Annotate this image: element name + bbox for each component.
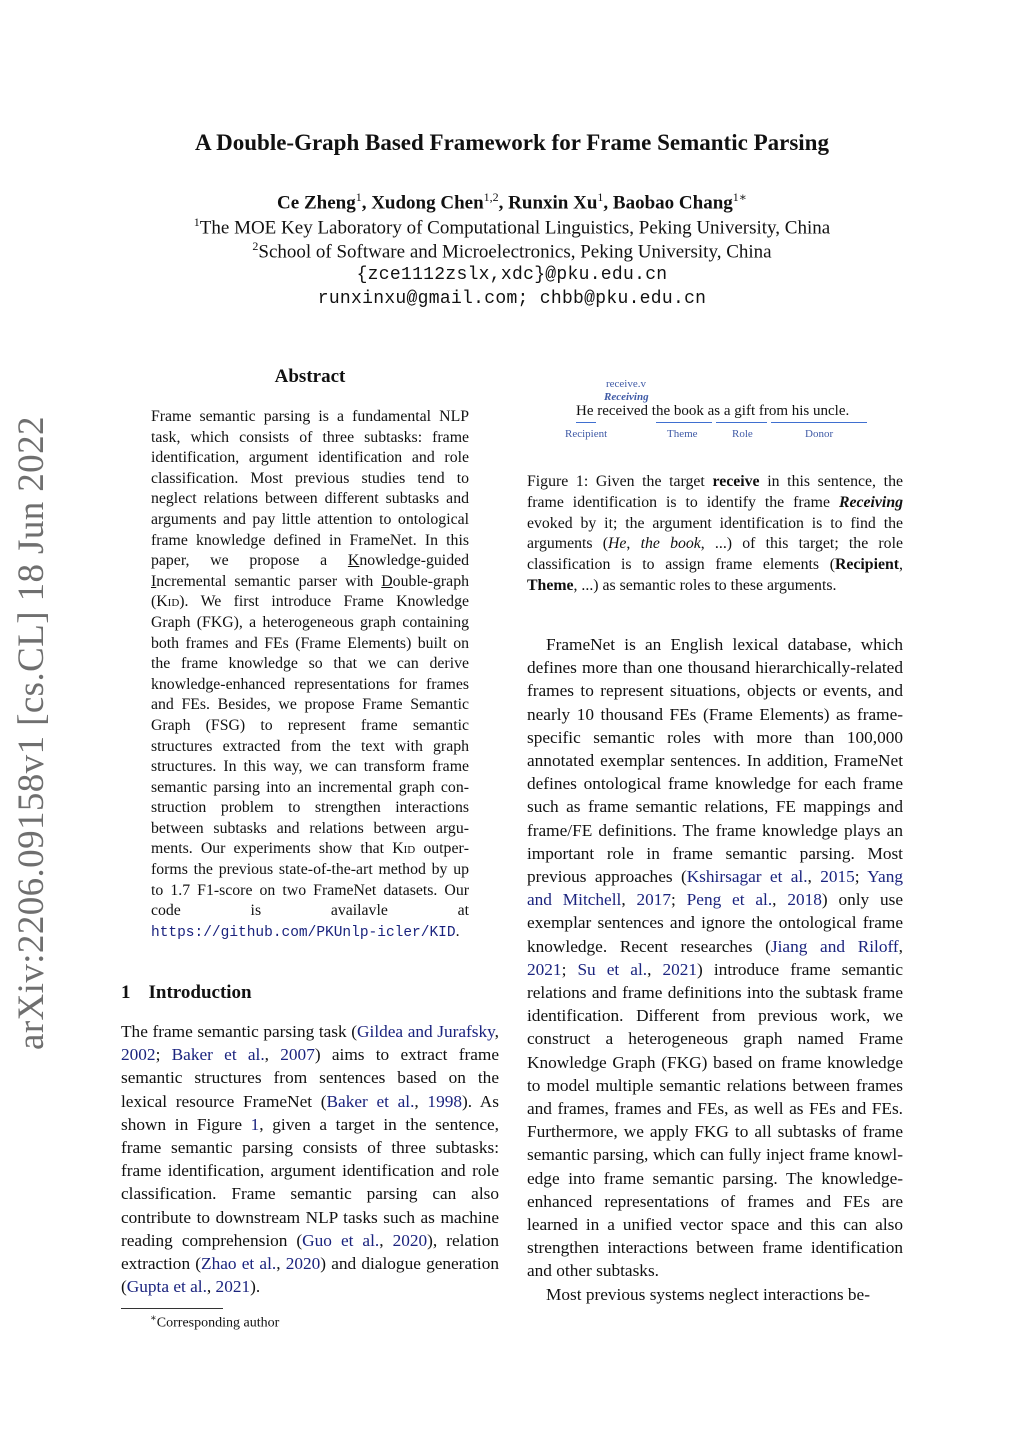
citation-year-link[interactable]: 2021 bbox=[662, 959, 698, 979]
caption-bold: Recipient bbox=[834, 556, 900, 574]
body-text: , bbox=[621, 890, 637, 910]
caption-text: Figure 1: Given the target bbox=[527, 473, 713, 490]
citation-year-link[interactable]: 2020 bbox=[392, 1230, 428, 1250]
caption-italic: the book bbox=[640, 535, 701, 553]
footnote-text: Corresponding author bbox=[156, 1315, 280, 1331]
author-name: Baobao Chang bbox=[612, 192, 733, 214]
caption-text: , bbox=[626, 535, 641, 553]
citation-link[interactable]: Yang and Mitchell bbox=[527, 867, 903, 910]
citation-year-link[interactable]: 2017 bbox=[636, 890, 672, 910]
sentence-word: He bbox=[576, 403, 594, 419]
body-text: ) aims to extract frame semantic structures from sentences based on the lexical resource FrameNet ( bbox=[121, 1045, 500, 1111]
author-affil-mark: 1 bbox=[597, 190, 604, 204]
argument-underline bbox=[716, 422, 767, 423]
lexical-unit-label: receive.v bbox=[606, 378, 646, 390]
citation-year-link[interactable]: 2021 bbox=[215, 1277, 251, 1297]
role-label: Theme bbox=[667, 428, 698, 440]
caption-text: , ...) as semantic roles to these arguments. bbox=[573, 576, 837, 594]
code-url-link[interactable]: https://github.com/PKUnlp-icler/KID bbox=[151, 924, 456, 941]
citation-link[interactable]: Kshirsagar et al. bbox=[686, 867, 808, 887]
abstract-text: outperforms the previous state-of-the-art method by up to 1.7 F1-score on two FrameNet datasets. Our code is availavle at bbox=[151, 840, 469, 920]
section-title: Introduction bbox=[148, 982, 252, 1003]
abstract-heading: Abstract bbox=[274, 366, 346, 387]
example-sentence bbox=[576, 403, 849, 420]
author-affil-mark: 1,2 bbox=[483, 190, 499, 204]
body-text: , bbox=[379, 1230, 393, 1250]
intro-paragraph bbox=[121, 1020, 499, 1298]
author-affil-mark: 1∗ bbox=[732, 190, 747, 204]
role-label: Donor bbox=[805, 428, 834, 440]
citation-link[interactable]: Jiang and Riloff bbox=[770, 936, 899, 956]
caption-text: , bbox=[899, 556, 903, 574]
author-name: Runxin Xu bbox=[508, 192, 598, 214]
affiliation-mark: 2 bbox=[252, 239, 259, 253]
body-text: ) and dialogue generation ( bbox=[121, 1254, 499, 1297]
citation-year-link[interactable]: 2021 bbox=[527, 959, 562, 979]
body-text: , bbox=[206, 1277, 216, 1297]
author-affil-mark: 1 bbox=[355, 190, 362, 204]
citation-year-link[interactable]: 2002 bbox=[121, 1045, 156, 1065]
right-column bbox=[527, 633, 903, 1306]
body-text: ) only use exemplar sentences and ignore the ontological frame knowledge. Recent researches ( bbox=[527, 890, 904, 956]
citation-year-link[interactable]: 2015 bbox=[820, 867, 855, 887]
citation-link[interactable]: Baker et al. bbox=[171, 1045, 265, 1065]
body-text: ). As shown in Figure bbox=[121, 1091, 499, 1134]
figure-caption bbox=[527, 472, 903, 597]
argument-underline bbox=[576, 422, 596, 423]
body-text: , bbox=[494, 1022, 499, 1041]
figure-ref-link[interactable]: 1 bbox=[250, 1114, 260, 1134]
frame-label: Receiving bbox=[604, 391, 649, 403]
body-text: , bbox=[264, 1045, 281, 1065]
citation-link[interactable]: Baker et al. bbox=[326, 1091, 415, 1111]
body-text: ) introduce frame semantic relations and frame definitions into the subtask frame identification. Different from previous work, we construct a heterogeneous graph named Frame Knowledge Graph (FKG) based on frame knowledge to model multiple semantic relations between frames and frames, frames and FEs, as well as FEs and FEs. Furthermore, we apply FKG to all subtasks of frame semantic parsing, which can fully inject frame knowledge into frame semantic parsing. The knowledge-enhanced representations of frames and FEs are learned in a unified vector space and this can also strengthen interactions between frame identification and other subtasks. bbox=[527, 959, 903, 1281]
argument-underline bbox=[771, 422, 867, 423]
affiliation-text: School of Software and Microelectronics, Peking University, China bbox=[258, 241, 772, 263]
figure-1 bbox=[560, 376, 900, 446]
argument-underline bbox=[656, 422, 712, 423]
citation-link[interactable]: Gupta et al. bbox=[126, 1277, 207, 1297]
model-name: Kid bbox=[392, 840, 416, 858]
abstract-underlined-letter: I bbox=[151, 572, 157, 590]
abstract-underlined-letter: K bbox=[347, 552, 360, 570]
abstract-text: nowledge-guided bbox=[359, 552, 469, 570]
body-text: ; bbox=[671, 890, 687, 910]
author-name: Xudong Chen bbox=[371, 192, 484, 214]
author-list: Ce Zheng$^1$, Xudong Chen$^{1,2}$, Runxin Xu$^1$, Baobao Chang$^{1∗}$ bbox=[277, 190, 747, 214]
body-text: The frame semantic parsing task ( bbox=[121, 1022, 358, 1041]
section-heading bbox=[121, 982, 252, 1004]
affiliation-1 bbox=[0, 215, 1024, 239]
body-paragraph: Most previous systems neglect interactions be- bbox=[546, 1284, 870, 1304]
sentence-word: the book bbox=[651, 403, 704, 419]
affiliation-2 bbox=[0, 239, 1024, 263]
model-name: Kid bbox=[156, 593, 180, 611]
role-label: Recipient bbox=[565, 428, 608, 440]
body-text: ). bbox=[250, 1277, 261, 1297]
caption-bold-italic: Receiving bbox=[838, 493, 903, 511]
body-text: ; bbox=[155, 1045, 172, 1065]
footnote-mark: ∗ bbox=[150, 1313, 157, 1324]
caption-text: evoked by it; the argument identification is to find the arguments ( bbox=[527, 514, 903, 553]
abstract-text: . bbox=[455, 922, 460, 940]
body-text: FrameNet is an English lexical database, which defines more than one thousand hierarchically-related frames to represent situations, objects or events, and nearly 10 thousand FEs (Frame Elements) as frame-specific semantic roles with more than 100,000 annotated exemplar sentences. In addition, FrameNet defines ontological frame knowledge for each frame such as frame semantic relations, FE mappings and frame/FE definitions. The frame knowledge plays an important role in frame semantic parsing. Most previous approaches ( bbox=[527, 635, 903, 887]
abstract-underlined-letter: D bbox=[381, 572, 393, 590]
email-line-1: {zce1112zslx,xdc}@pku.edu.cn bbox=[356, 265, 668, 285]
body-text: , bbox=[414, 1091, 428, 1111]
sentence-target-word: received bbox=[597, 403, 649, 419]
role-label: Role bbox=[732, 428, 753, 440]
citation-link[interactable]: Guo et al. bbox=[302, 1230, 380, 1250]
body-text: , bbox=[898, 936, 903, 956]
citation-year-link[interactable]: 2018 bbox=[787, 890, 822, 910]
paper-title: A Double-Graph Based Framework for Frame Semantic Parsing bbox=[195, 130, 829, 155]
email-line-2: runxinxu@gmail.com; chbb@pku.edu.cn bbox=[317, 289, 707, 309]
affiliation-text: The MOE Key Laboratory of Computational Linguistics, Peking University, China bbox=[199, 217, 831, 239]
abstract-text: ouble-graph ( bbox=[151, 572, 469, 611]
abstract-text: Frame semantic parsing is a fundamental NLP task, which consists of three subtasks: frame identification, argument identification and role classification. Most previous studies tend to neglect relations between different subtasks and arguments and pay little attention to ontological frame knowledge defined in FrameNet. In this paper, we propose a bbox=[151, 408, 469, 570]
sentence-word: from his uncle. bbox=[758, 403, 850, 419]
body-text: ; bbox=[854, 867, 868, 887]
sentence-word: as a gift bbox=[707, 403, 756, 419]
author-name: Ce Zheng bbox=[277, 192, 356, 214]
body-text: ), relation extraction ( bbox=[121, 1230, 499, 1274]
citation-year-link[interactable]: 1998 bbox=[427, 1091, 462, 1111]
citation-link[interactable]: Peng et al. bbox=[686, 890, 773, 910]
caption-italic: He bbox=[607, 535, 627, 553]
footnote bbox=[150, 1313, 279, 1332]
caption-bold: receive bbox=[712, 473, 760, 490]
abstract-text: ncremental semantic parser with bbox=[156, 572, 382, 590]
citation-year-link[interactable]: 2020 bbox=[285, 1254, 321, 1274]
body-text: , given a target in the sentence, frame semantic parsing consists of three subtasks: frame identification, argument identification and role classification. Frame semantic parsing can also contribute to downstream NLP tasks such as machine reading comprehension ( bbox=[121, 1114, 499, 1250]
body-text: , bbox=[807, 867, 821, 887]
caption-text: in this sentence, the frame identification is to identify the frame bbox=[527, 473, 903, 511]
citation-link[interactable]: Su et al. bbox=[577, 959, 648, 979]
body-text: , bbox=[276, 1254, 286, 1274]
body-paragraph bbox=[527, 633, 903, 1283]
caption-text: , ...) of this target; the role classification is to assign frame elements ( bbox=[527, 535, 903, 574]
abstract-body bbox=[151, 407, 469, 943]
citation-year-link[interactable]: 2007 bbox=[280, 1045, 315, 1065]
section-number: 1 bbox=[121, 982, 131, 1003]
citation-link[interactable]: Gildea and Jurafsky bbox=[357, 1022, 495, 1041]
affiliation-mark: 1 bbox=[193, 215, 200, 229]
arxiv-identifier: arXiv:2206.09158v1 [cs.CL] 18 Jun 2022 bbox=[11, 416, 52, 1050]
footnote-rule bbox=[121, 1308, 223, 1309]
abstract-text: ). We first introduce Frame Knowledge Graph (FKG), a heterogeneous graph containing both frames and FEs (Frame Elements) built on the frame knowledge so that we can derive knowledge-enhanced representations for frames and FEs. Besides, we propose Frame Semantic Graph (FSG) to represent frame semantic structures extracted from the text with graph structures. In this way, we can transform frame semantic parsing into an incremental graph construction problem to strengthen interactions between subtasks and relations between arguments. Our experiments show that bbox=[151, 593, 469, 858]
citation-link[interactable]: Zhao et al. bbox=[201, 1254, 277, 1274]
caption-bold: Theme bbox=[527, 576, 574, 594]
body-text: ; bbox=[561, 959, 578, 979]
body-text: , bbox=[772, 890, 788, 910]
body-text: , bbox=[647, 959, 663, 979]
